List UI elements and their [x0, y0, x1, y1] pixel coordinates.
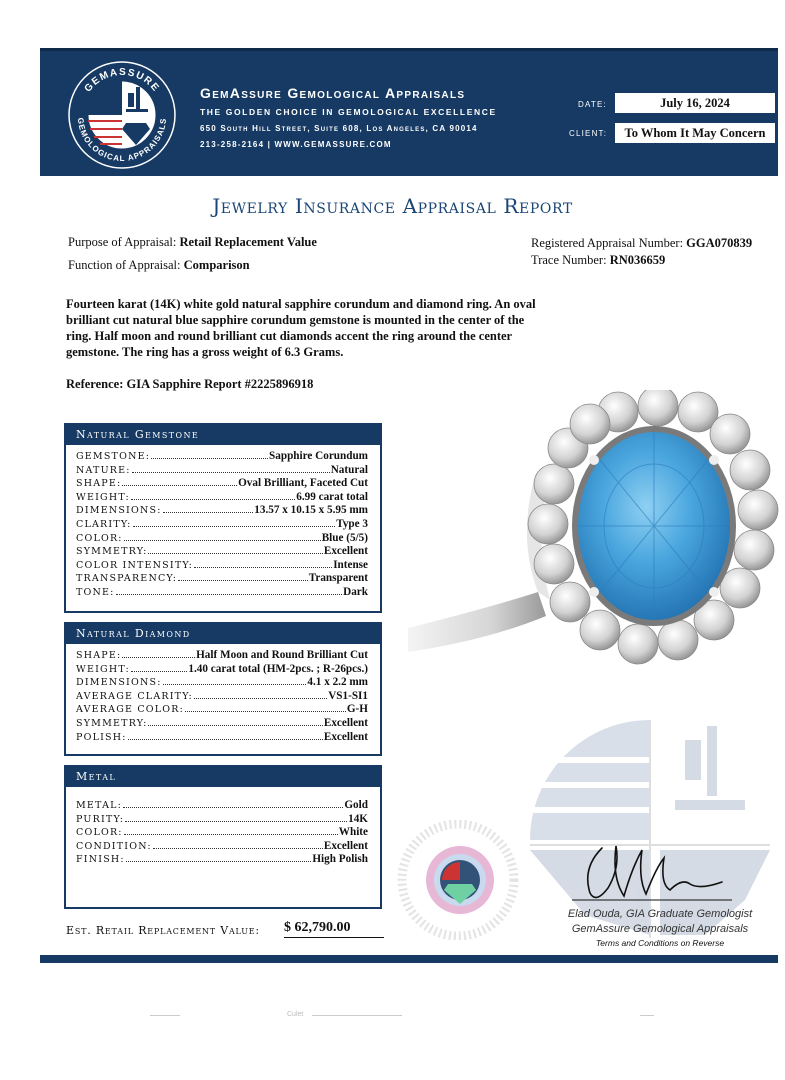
row-label: FINISH:: [76, 854, 125, 866]
date-value: July 16, 2024: [615, 93, 775, 113]
row-value: Type 3: [336, 517, 368, 530]
diamond-row: [76, 663, 368, 677]
gemstone-row: [76, 491, 368, 505]
client-value: To Whom It May Concern: [615, 123, 775, 143]
row-label: GEMSTONE:: [76, 451, 151, 462]
gemstone-rows: [66, 445, 380, 600]
item-description: Fourteen karat (14K) white gold natural sapphire corundum and diamond ring. An oval brilliant cut natural blue sapphire corundum gemstone is mounted in the center of the ring. Half moon and round brilliant cut diamonds accent the ring around the center gemstone. The ring has a gross weight of 6.3 Grams.: [66, 297, 536, 359]
registered-number-value: GGA070839: [686, 236, 753, 250]
appraiser-company: GemAssure Gemological Appraisals: [571, 923, 749, 935]
diamond-panel: [64, 622, 382, 756]
row-label: DIMENSIONS:: [76, 677, 162, 689]
row-value: VS1-SI1: [328, 689, 368, 702]
row-value: White: [338, 826, 368, 839]
purpose-label: Purpose of Appraisal:: [68, 235, 177, 249]
metal-row: [76, 813, 368, 827]
row-label: SYMMETRY:: [76, 717, 148, 729]
gemassure-logo-icon: [66, 59, 178, 171]
row-value: 4.1 x 2.2 mm: [307, 676, 368, 689]
estimate-value: $ 62,790.00: [284, 920, 384, 938]
row-value: Natural: [330, 463, 368, 476]
appraiser-name: Elad Ouda, GIA Graduate Gemologist: [567, 908, 753, 920]
metal-row: [76, 799, 368, 813]
row-value: Excellent: [323, 716, 368, 729]
function-label: Function of Appraisal:: [68, 258, 181, 272]
row-label: AVERAGE COLOR:: [76, 704, 185, 716]
row-value: Blue (5/5): [321, 531, 368, 544]
culet-label: Culet: [287, 1011, 304, 1018]
gemstone-row: [76, 532, 368, 546]
row-label: TRANSPARENCY:: [76, 573, 178, 585]
purpose-value: Retail Replacement Value: [179, 235, 317, 249]
metal-panel: [64, 765, 382, 909]
gemstone-panel: [64, 423, 382, 613]
diamond-row: [76, 703, 368, 717]
diamond-rows: [66, 644, 380, 744]
row-label: WEIGHT:: [76, 663, 130, 675]
registered-number-line: [531, 236, 752, 251]
row-label: SYMMETRY:: [76, 546, 148, 558]
row-value: Dark: [343, 585, 368, 598]
row-label: POLISH:: [76, 731, 127, 743]
row-value: Excellent: [323, 730, 368, 743]
divider: [150, 1015, 180, 1016]
svg-text:GEMASSURE: GEMASSURE: [82, 66, 162, 95]
gemstone-row: [76, 450, 368, 464]
diamond-heading: Natural Diamond: [66, 624, 380, 644]
estimate-label: Est. Retail Replacement Value:: [66, 924, 260, 937]
row-value: Half Moon and Round Brilliant Cut: [196, 649, 368, 661]
diamond-row: [76, 690, 368, 704]
metal-rows: [66, 787, 380, 867]
row-label: DIMENSIONS:: [76, 505, 162, 517]
row-label: SHAPE:: [76, 478, 122, 490]
registered-number-label: Registered Appraisal Number:: [531, 236, 684, 250]
diamond-row: [76, 717, 368, 731]
row-label: SHAPE:: [76, 650, 122, 661]
gemstone-row: [76, 464, 368, 478]
row-label: CLARITY:: [76, 518, 132, 530]
gemstone-row: [76, 518, 368, 532]
row-value: Excellent: [323, 839, 368, 852]
trace-number-value: RN036659: [609, 253, 666, 267]
row-value: 1.40 carat total (HM-2pcs. ; R-26pcs.): [188, 662, 368, 675]
gemstone-row: [76, 559, 368, 573]
gia-reference: Reference: GIA Sapphire Report #2225896918: [66, 377, 314, 391]
row-value: Gold: [344, 799, 368, 811]
row-value: Intense: [333, 558, 368, 571]
company-tagline: THE GOLDEN CHOICE IN GEMOLOGICAL EXCELLENCE: [200, 107, 497, 117]
diamond-row: [76, 676, 368, 690]
header-banner: [40, 48, 778, 176]
function-value: Comparison: [183, 258, 250, 272]
ring-photo: [408, 390, 780, 710]
row-value: 14K: [348, 812, 368, 825]
row-label: CONDITION:: [76, 840, 152, 852]
divider: [640, 1015, 654, 1016]
metal-row: [76, 853, 368, 867]
metal-heading: Metal: [66, 767, 380, 787]
date-label: DATE:: [578, 100, 607, 109]
row-value: 6.99 carat total: [296, 490, 368, 503]
signature-icon: [572, 838, 732, 908]
row-value: High Polish: [312, 853, 368, 866]
diamond-row: [76, 731, 368, 745]
row-value: G-H: [346, 703, 368, 716]
row-label: METAL:: [76, 800, 123, 811]
footer-bar: [40, 955, 778, 963]
row-label: WEIGHT:: [76, 491, 130, 503]
company-address: 650 South Hill Street, Suite 608, Los Angeles, CA 90014: [200, 124, 478, 133]
function-line: [68, 258, 250, 273]
gemstone-row: [76, 477, 368, 491]
row-value: Sapphire Corundum: [269, 450, 368, 462]
gemstone-row: [76, 586, 368, 600]
purpose-line: [68, 235, 317, 250]
company-name: GemAssure Gemological Appraisals: [200, 85, 466, 101]
row-value: Oval Brilliant, Faceted Cut: [238, 477, 368, 490]
row-label: PURITY:: [76, 813, 125, 825]
diamond-row: [76, 649, 368, 663]
terms-note: Terms and Conditions on Reverse: [595, 938, 725, 948]
row-label: AVERAGE CLARITY:: [76, 690, 193, 702]
gemstone-heading: Natural Gemstone: [66, 425, 380, 445]
row-label: COLOR:: [76, 827, 123, 839]
row-value: Transparent: [308, 572, 368, 585]
row-label: COLOR INTENSITY:: [76, 559, 194, 571]
row-label: COLOR:: [76, 532, 123, 544]
client-label: CLIENT:: [569, 129, 608, 138]
metal-row: [76, 840, 368, 854]
company-block: [200, 85, 497, 149]
metal-row: [76, 826, 368, 840]
gemstone-row: [76, 545, 368, 559]
row-label: NATURE:: [76, 464, 131, 476]
trace-number-label: Trace Number:: [531, 253, 607, 267]
gemstone-row: [76, 504, 368, 518]
divider: [312, 1015, 402, 1016]
svg-text:GEMOLOGICAL APPRAISALS: GEMOLOGICAL APPRAISALS: [75, 117, 169, 164]
report-title: Jewelry Insurance Appraisal Report: [212, 194, 573, 218]
row-label: TONE:: [76, 586, 115, 598]
row-value: 13.57 x 10.15 x 5.95 mm: [254, 504, 368, 517]
company-contact: 213-258-2164 | WWW.GEMASSURE.COM: [200, 140, 392, 149]
trace-number-line: [531, 253, 665, 268]
row-value: Excellent: [323, 545, 368, 558]
gemstone-row: [76, 572, 368, 586]
hologram-seal-icon: [380, 820, 580, 940]
